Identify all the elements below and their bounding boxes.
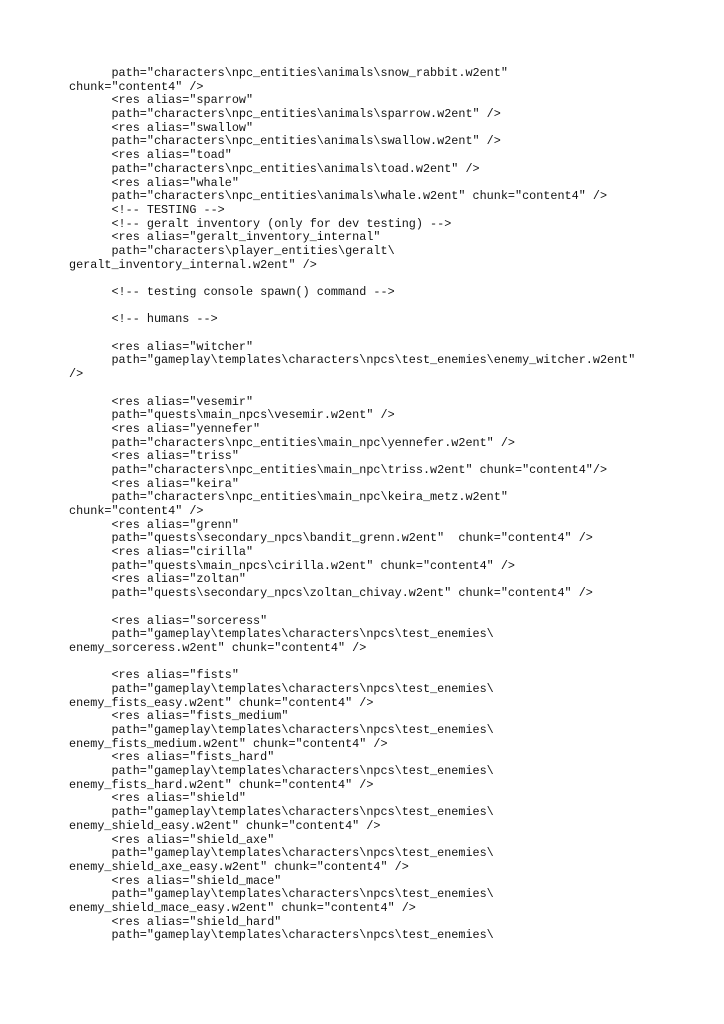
code-line: chunk="content4" /> [69,79,204,94]
code-line: path="quests\secondary_npcs\bandit_grenn.w2ent" chunk="content4" /> [69,531,593,546]
code-line: /> [69,367,84,382]
code-line: <res alias="zoltan" [69,572,246,587]
code-line: enemy_fists_medium.w2ent" chunk="content4" /> [69,736,388,751]
code-line: <!-- geralt inventory (only for dev testing) --> [69,216,452,231]
code-line: path="gameplay\templates\characters\npcs\test_enemies\ [69,846,494,861]
code-line: path="characters\npc_entities\main_npc\triss.w2ent" chunk="content4"/> [69,462,608,477]
code-line: geralt_inventory_internal.w2ent" /> [69,257,317,272]
code-line: <!-- TESTING --> [69,202,225,217]
code-line: <res alias="shield" [69,791,246,806]
code-line: path="gameplay\templates\characters\npcs\test_enemies\ [69,723,494,737]
code-line [69,300,689,314]
code-line: <res alias="fists_medium" [69,709,289,724]
code-listing [69,67,689,943]
code-line: enemy_shield_mace_easy.w2ent" chunk="content4" /> [69,900,416,915]
code-line: <res alias="whale" [69,175,239,190]
code-line: path="gameplay\templates\characters\npcs\test_enemies\ [69,681,494,696]
code-line: path="characters\npc_entities\animals\sparrow.w2ent" /> [69,107,501,122]
code-line: path="characters\npc_entities\animals\whale.w2ent" chunk="content4" /> [69,189,608,204]
code-line: path="characters\npc_entities\animals\toad.w2ent" /> [69,161,480,176]
code-line: path="characters\npc_entities\main_npc\yennefer.w2ent" /> [69,435,515,450]
code-line: path="gameplay\templates\characters\npcs\test_enemies\ [69,887,494,902]
code-line: path="characters\npc_entities\animals\snow_rabbit.w2ent" [69,66,508,80]
code-line: path="quests\main_npcs\cirilla.w2ent" chunk="content4" /> [69,558,515,573]
code-line: <res alias="fists_hard" [69,750,275,765]
code-line: enemy_fists_easy.w2ent" chunk="content4" /> [69,695,374,710]
code-line: <res alias="vesemir" [69,394,254,409]
code-line [69,656,689,670]
code-line: path="gameplay\templates\characters\npcs\test_enemies\ [69,764,494,779]
code-line: path="gameplay\templates\characters\npcs\test_enemies\ [69,805,494,820]
code-line: <!-- testing console spawn() command --> [69,285,395,299]
code-line: enemy_fists_hard.w2ent" chunk="content4" /> [69,777,374,792]
code-line: path="characters\player_entities\geralt\ [69,243,395,258]
code-line: <res alias="toad" [69,148,232,163]
code-line: <res alias="swallow" [69,120,254,135]
code-line [69,272,689,286]
code-line: <res alias="shield_hard" [69,914,282,929]
code-line: <res alias="witcher" [69,339,254,354]
code-line: path="gameplay\templates\characters\npcs\test_enemies\ [69,627,494,642]
code-line: path="characters\npc_entities\animals\swallow.w2ent" /> [69,134,501,149]
code-line: <res alias="grenn" [69,517,239,532]
code-line: <res alias="keira" [69,476,239,491]
code-line: path="characters\npc_entities\main_npc\keira_metz.w2ent" [69,490,508,505]
code-line: <res alias="sparrow" [69,93,254,108]
code-line: <!-- humans --> [69,312,218,327]
code-line: <res alias="cirilla" [69,545,254,560]
code-line: <res alias="shield_axe" [69,832,275,847]
code-line: path="gameplay\templates\characters\npcs\test_enemies\enemy_witcher.w2ent" [69,353,636,368]
code-line: <res alias="sorceress" [69,613,268,628]
code-line [69,327,689,341]
code-line: <res alias="geralt_inventory_internal" [69,230,381,245]
code-line: <res alias="yennefer" [69,421,261,436]
code-line: chunk="content4" /> [69,504,204,518]
code-line: path="gameplay\templates\characters\npcs\test_enemies\ [69,928,494,943]
code-line [69,601,689,615]
code-line: enemy_shield_axe_easy.w2ent" chunk="content4" /> [69,859,409,874]
code-line: <res alias="triss" [69,449,239,464]
code-line: path="quests\secondary_npcs\zoltan_chivay.w2ent" chunk="content4" /> [69,586,593,601]
code-line: enemy_sorceress.w2ent" chunk="content4" /> [69,640,367,655]
code-line [69,382,689,396]
code-line: path="quests\main_npcs\vesemir.w2ent" /> [69,408,395,423]
code-line: <res alias="fists" [69,668,239,683]
code-line: enemy_shield_easy.w2ent" chunk="content4" /> [69,818,381,833]
code-line: <res alias="shield_mace" [69,873,282,888]
